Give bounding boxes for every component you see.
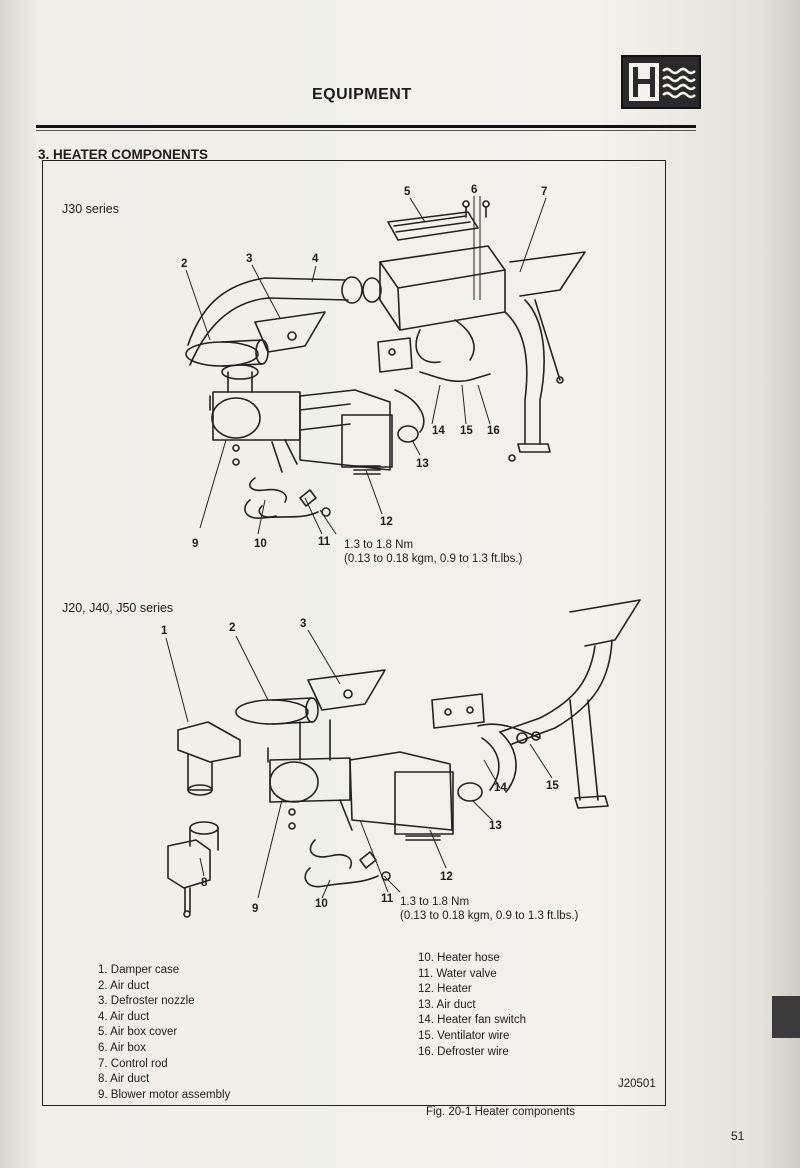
- legend-item: 7. Control rod: [98, 1057, 168, 1070]
- torque-spec-top: [344, 538, 522, 566]
- legend-item: 13. Air duct: [418, 998, 476, 1011]
- bottom-mount-plate: [432, 694, 540, 738]
- callout-number: 12: [380, 516, 393, 528]
- legend-item: 2. Air duct: [98, 979, 150, 992]
- page-header-title: EQUIPMENT: [312, 86, 412, 103]
- series-label-j20-j40-j50: J20, J40, J50 series: [62, 601, 174, 615]
- callout-number: 14: [494, 782, 507, 794]
- legend-item: 10. Heater hose: [418, 952, 500, 964]
- callout-number: 3: [246, 253, 253, 265]
- callout-number: 10: [254, 538, 267, 550]
- j30-air-box-cover-5: [388, 212, 478, 240]
- section-title: 3. HEATER COMPONENTS: [38, 147, 209, 162]
- bottom-blower-assembly: [268, 748, 453, 840]
- figure-caption: Fig. 20-1 Heater components: [426, 1106, 575, 1118]
- bottom-air-duct-2: [236, 698, 330, 760]
- callout-number: 14: [432, 425, 445, 437]
- page-number: 51: [731, 1129, 745, 1143]
- j30-air-duct-curved: [188, 277, 381, 365]
- callout-number: 11: [318, 536, 331, 548]
- callout-number: 2: [181, 258, 188, 270]
- legend-item: 4. Air duct: [98, 1010, 150, 1023]
- j30-mount-plate: [378, 338, 412, 372]
- callout-number: 2: [229, 622, 236, 634]
- callout-number: 15: [460, 425, 473, 437]
- legend-right: [418, 951, 526, 1060]
- torque-spec-line2: (0.13 to 0.18 kgm, 0.9 to 1.3 ft.lbs.): [344, 553, 523, 565]
- bottom-defroster-nozzle-3: [308, 670, 385, 710]
- callout-number: 3: [300, 618, 307, 630]
- callout-number: 8: [201, 877, 208, 889]
- j30-air-duct-2: [186, 340, 268, 366]
- series-label-j30: J30 series: [62, 202, 119, 216]
- j30-control-rod-7: [510, 252, 585, 383]
- legend-item: 8. Air duct: [98, 1073, 150, 1086]
- callout-number: 10: [315, 898, 328, 910]
- legend-item: 3. Defroster nozzle: [98, 995, 195, 1008]
- legend-item: 5. Air box cover: [98, 1026, 178, 1039]
- callout-number: 12: [440, 871, 453, 883]
- callout-number: 9: [192, 538, 199, 550]
- callout-number: 9: [252, 903, 259, 915]
- callout-number: 4: [312, 253, 319, 265]
- legend-item: 12. Heater: [418, 983, 472, 996]
- callout-number: 6: [471, 184, 478, 196]
- legend-item: 6. Air box: [98, 1041, 146, 1054]
- bottom-right-duct: [458, 600, 640, 808]
- callout-number: 13: [489, 820, 502, 832]
- j30-heater-hoses: [233, 440, 330, 518]
- callout-number: 1: [161, 625, 168, 637]
- legend-item: 14. Heater fan switch: [418, 1014, 527, 1027]
- torque-spec-line1: 1.3 to 1.8 Nm: [400, 896, 470, 908]
- torque-spec-bottom: [400, 895, 578, 923]
- legend-item: 9. Blower motor assembly: [98, 1088, 231, 1101]
- j30-blower-assembly: [210, 365, 392, 474]
- legend-item: 1. Damper case: [98, 964, 180, 976]
- callout-number: 5: [404, 186, 411, 198]
- callout-number: 13: [416, 458, 429, 470]
- bottom-heater-hoses: [305, 800, 390, 887]
- legend-item: 15. Ventilator wire: [418, 1029, 510, 1042]
- edge-tab: [772, 996, 800, 1038]
- figure-code: J20501: [618, 1078, 656, 1090]
- bottom-air-duct-8: [168, 822, 218, 917]
- bottom-damper-case-1: [178, 722, 240, 795]
- legend-item: 16. Defroster wire: [418, 1045, 509, 1058]
- torque-spec-line2: (0.13 to 0.18 kgm, 0.9 to 1.3 ft.lbs.): [400, 910, 579, 922]
- callout-number: 7: [541, 186, 548, 198]
- callout-number: 11: [381, 893, 394, 905]
- legend-item: 11. Water valve: [418, 967, 497, 980]
- callout-number: 15: [546, 780, 559, 792]
- callout-number: 16: [487, 425, 500, 437]
- j30-defroster-nozzle-3: [255, 312, 325, 352]
- torque-spec-line1: 1.3 to 1.8 Nm: [344, 539, 414, 551]
- legend-left: [98, 963, 230, 1103]
